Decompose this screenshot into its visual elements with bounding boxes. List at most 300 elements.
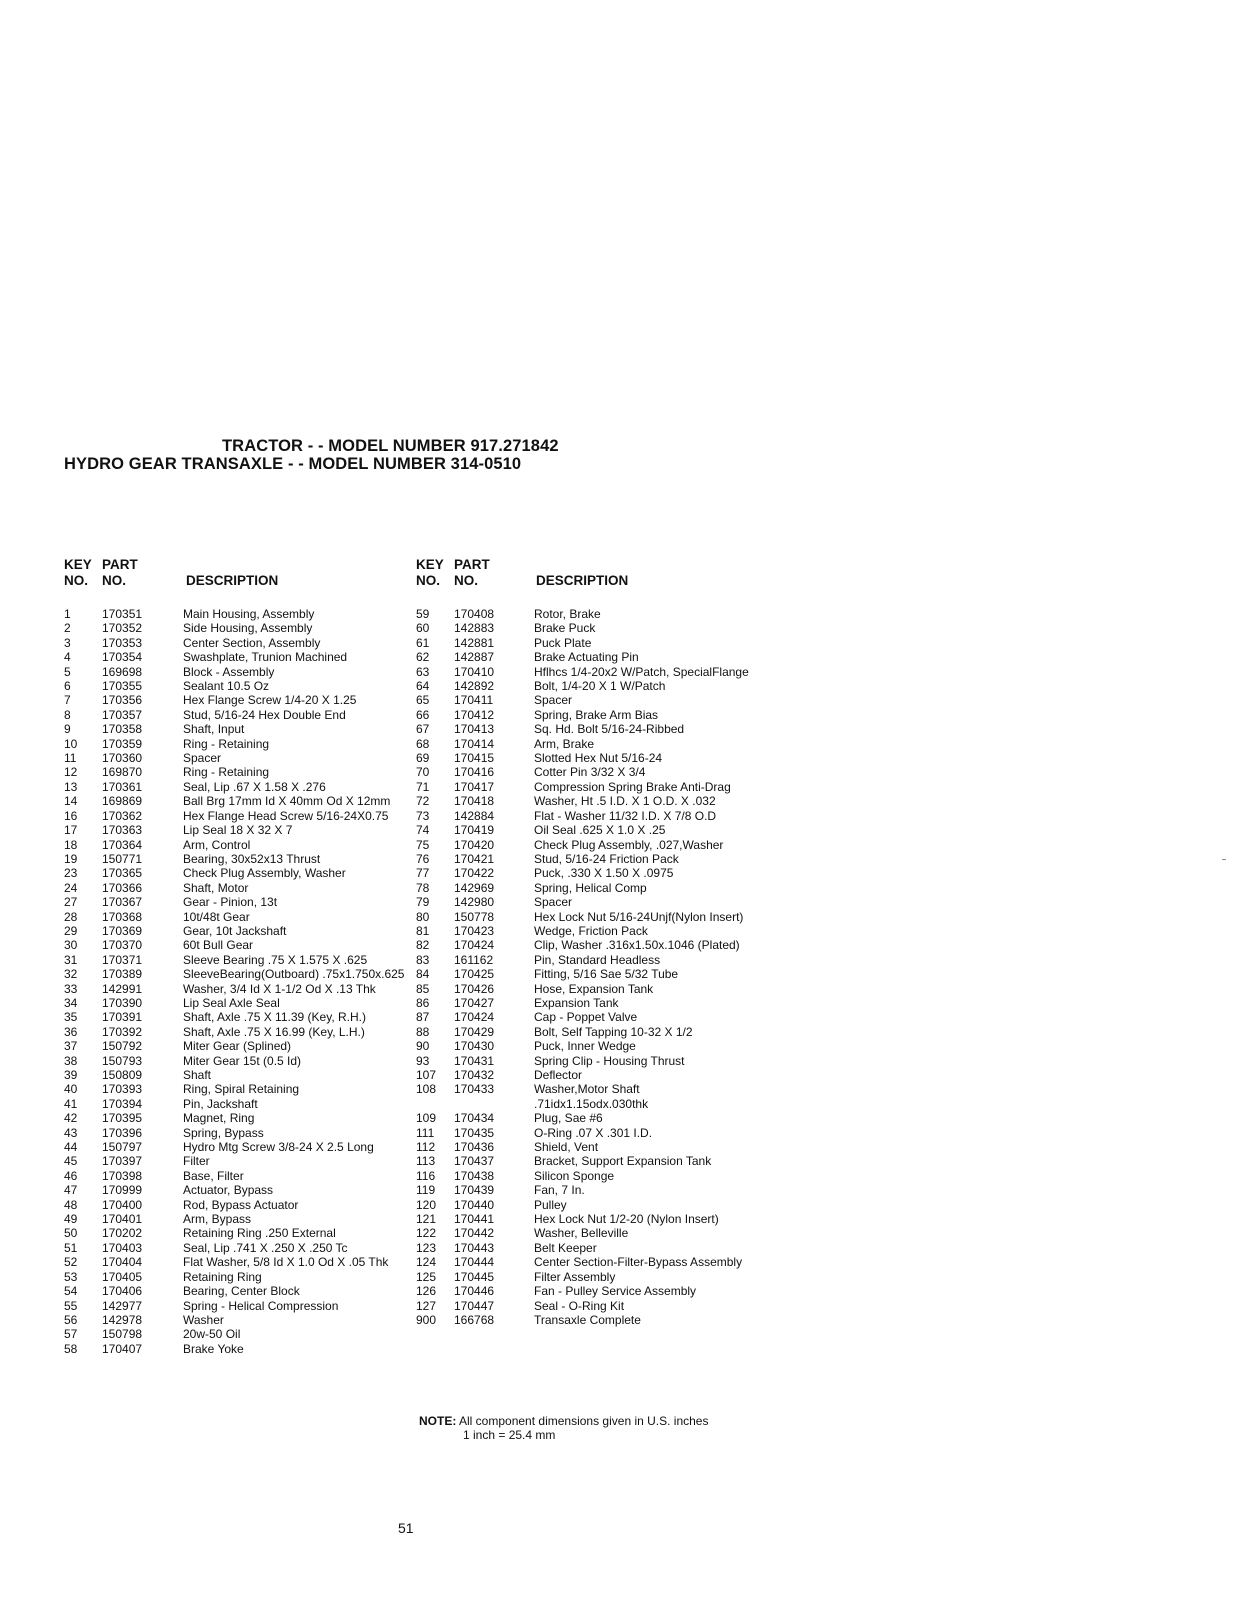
key-number: 78 [416, 880, 430, 895]
part-number: 170370 [102, 938, 143, 953]
part-description: Shaft, Motor [183, 880, 249, 895]
part-row [416, 881, 756, 895]
key-number: 51 [64, 1240, 78, 1255]
part-number: 170431 [454, 1053, 495, 1068]
part-row [416, 1068, 756, 1082]
key-number: 36 [64, 1024, 78, 1039]
part-row [64, 1097, 405, 1111]
part-row [64, 1010, 405, 1024]
part-row [64, 679, 405, 693]
part-row [416, 1154, 756, 1168]
part-description: Spacer [183, 751, 222, 766]
part-row [64, 1198, 405, 1212]
part-number: 170417 [454, 779, 495, 794]
part-number: 170440 [454, 1197, 495, 1212]
part-row [416, 1010, 756, 1024]
key-number: 47 [64, 1183, 78, 1198]
part-description: Flat - Washer 11/32 I.D. X 7/8 O.D [534, 808, 717, 823]
part-number: 170390 [102, 995, 143, 1010]
part-number: 142978 [102, 1312, 143, 1327]
key-number: 4 [64, 650, 71, 665]
part-number: 170400 [102, 1197, 143, 1212]
part-row [416, 982, 756, 996]
key-number: 41 [64, 1096, 78, 1111]
part-description: Shaft, Axle .75 X 11.39 (Key, R.H.) [183, 1010, 366, 1025]
key-number: 24 [64, 880, 78, 895]
part-number: 170361 [102, 779, 143, 794]
page-title: TRACTOR - - MODEL NUMBER 917.271842 [222, 437, 559, 455]
key-number: 116 [416, 1168, 436, 1183]
part-row [416, 996, 756, 1010]
key-number: 77 [416, 866, 430, 881]
part-number: 170368 [102, 909, 143, 924]
part-description: Shaft, Input [183, 722, 245, 737]
part-row [64, 1082, 405, 1096]
part-number: 142977 [102, 1298, 143, 1313]
part-row [416, 1284, 756, 1298]
part-number: 142884 [454, 808, 495, 823]
part-number: 170442 [454, 1226, 495, 1241]
part-description: Brake Yoke [183, 1341, 244, 1356]
part-description: Hex Flange Head Screw 5/16-24X0.75 [183, 808, 389, 823]
part-description: Base, Filter [183, 1168, 244, 1183]
part-number: 170418 [454, 794, 495, 809]
part-number: 170364 [102, 837, 143, 852]
key-number: 66 [416, 707, 430, 722]
key-number: 34 [64, 995, 78, 1010]
part-row [64, 924, 405, 938]
part-description: Washer, Ht .5 I.D. X 1 O.D. X .032 [534, 794, 716, 809]
part-number: 169870 [102, 765, 143, 780]
part-description: Seal, Lip .741 X .250 X .250 Tc [183, 1240, 348, 1255]
key-number: 900 [416, 1312, 437, 1327]
part-number: 170389 [102, 967, 143, 982]
part-description: Flat Washer, 5/8 Id X 1.0 Od X .05 Thk [183, 1255, 389, 1270]
part-row [416, 636, 756, 650]
key-number: 62 [416, 650, 430, 665]
key-number: 58 [64, 1341, 78, 1356]
parts-list-left [64, 607, 405, 1356]
part-number: 150793 [102, 1053, 143, 1068]
part-number: 150798 [102, 1327, 143, 1342]
key-number: 119 [416, 1183, 436, 1198]
part-number: 150771 [102, 851, 143, 866]
part-number: 170394 [102, 1096, 143, 1111]
part-row [64, 1313, 405, 1327]
key-number: 107 [416, 1068, 437, 1082]
key-number: 44 [64, 1140, 78, 1155]
key-number: 69 [416, 751, 430, 766]
part-description: Spring, Bypass [183, 1125, 264, 1140]
key-number: 46 [64, 1168, 78, 1183]
part-number: 170355 [102, 679, 143, 694]
key-number: 84 [416, 967, 430, 982]
part-description: Belt Keeper [534, 1240, 597, 1255]
key-number: 1 [64, 607, 71, 621]
part-number: 169869 [102, 794, 143, 809]
key-number: 2 [64, 621, 71, 636]
part-description: Hose, Expansion Tank [534, 981, 654, 996]
part-description: Filter Assembly [534, 1269, 616, 1284]
part-number: 170446 [454, 1284, 495, 1299]
key-number: 68 [416, 736, 430, 751]
part-number: 142980 [454, 895, 495, 910]
part-row [64, 1284, 405, 1298]
part-row [416, 1183, 756, 1197]
margin-mark [1222, 859, 1226, 860]
part-description: Washer [183, 1312, 224, 1327]
part-description: Pin, Standard Headless [534, 952, 661, 967]
key-number: 23 [64, 866, 78, 881]
key-number: 82 [416, 938, 430, 953]
part-row [64, 708, 405, 722]
part-description: Fan, 7 In. [534, 1183, 585, 1198]
part-description: 20w-50 Oil [183, 1327, 241, 1342]
part-number: 170363 [102, 823, 143, 838]
key-number: 27 [64, 895, 78, 910]
key-number: 73 [416, 808, 430, 823]
part-number: 150778 [454, 909, 495, 924]
part-row [416, 1226, 756, 1240]
part-description: Side Housing, Assembly [183, 621, 313, 636]
part-number: 170362 [102, 808, 143, 823]
key-number: 113 [416, 1154, 436, 1169]
part-description: Sq. Hd. Bolt 5/16-24-Ribbed [534, 722, 685, 737]
part-row [64, 737, 405, 751]
part-number: 170393 [102, 1082, 143, 1097]
part-description: Seal, Lip .67 X 1.58 X .276 [183, 779, 326, 794]
part-description: Plug, Sae #6 [534, 1111, 603, 1126]
key-number: 32 [64, 967, 78, 982]
part-number: 170437 [454, 1154, 495, 1169]
part-row [64, 1226, 405, 1240]
part-description: Retaining Ring [183, 1269, 262, 1284]
part-row [416, 967, 756, 981]
part-row [416, 809, 756, 823]
key-number: 112 [416, 1140, 436, 1155]
part-description: Hex Lock Nut 5/16-24Unjf(Nylon Insert) [534, 909, 744, 924]
part-row [416, 1255, 756, 1269]
part-number: 170401 [102, 1212, 143, 1227]
key-number: 38 [64, 1053, 78, 1068]
key-number: 70 [416, 765, 430, 780]
key-number: 17 [64, 823, 78, 838]
part-number: 170412 [454, 707, 495, 722]
part-description: Spring Clip - Housing Thrust [534, 1053, 685, 1068]
part-number: 170407 [102, 1341, 143, 1356]
part-description: Fan - Pulley Service Assembly [534, 1284, 697, 1299]
part-row [64, 794, 405, 808]
part-row [416, 693, 756, 707]
key-number: 28 [64, 909, 78, 924]
part-description: Gear, 10t Jackshaft [183, 923, 287, 938]
part-row [416, 852, 756, 866]
part-row [64, 636, 405, 650]
part-number: 170447 [454, 1298, 495, 1313]
key-number: 111 [416, 1125, 435, 1140]
note-conversion: 1 inch = 25.4 mm [463, 1428, 556, 1443]
key-number: 124 [416, 1255, 437, 1270]
part-description: Deflector [534, 1068, 583, 1082]
key-number: 61 [416, 635, 430, 650]
part-description: Cap - Poppet Valve [534, 1010, 638, 1025]
part-number: 161162 [454, 952, 494, 967]
page-number: 51 [398, 1520, 414, 1536]
part-number: 170438 [454, 1168, 495, 1183]
key-number: 56 [64, 1312, 78, 1327]
key-number: 43 [64, 1125, 78, 1140]
part-number: 170403 [102, 1240, 143, 1255]
part-number: 170353 [102, 635, 143, 650]
key-number: 11 [64, 751, 77, 766]
key-number: 35 [64, 1010, 78, 1025]
part-number: 170356 [102, 693, 143, 708]
part-row [416, 751, 756, 765]
part-number: 150792 [102, 1039, 143, 1054]
part-number: 170414 [454, 736, 495, 751]
key-number: 16 [64, 808, 78, 823]
key-number: 33 [64, 981, 78, 996]
key-number: 31 [64, 952, 78, 967]
part-row [64, 780, 405, 794]
part-description: Brake Puck [534, 621, 596, 636]
part-row [64, 809, 405, 823]
part-row [416, 1212, 756, 1226]
part-row [416, 1169, 756, 1183]
part-number: 170424 [454, 1010, 495, 1025]
header-part-no-right: PART NO. [454, 557, 490, 588]
part-number: 170396 [102, 1125, 143, 1140]
part-number: 170432 [454, 1068, 495, 1082]
part-row [416, 679, 756, 693]
part-number: 170395 [102, 1111, 143, 1126]
part-row [64, 607, 405, 621]
part-description: Retaining Ring .250 External [183, 1226, 336, 1241]
part-number: 170357 [102, 707, 143, 722]
part-description: Cotter Pin 3/32 X 3/4 [534, 765, 646, 780]
part-row [416, 1241, 756, 1255]
part-number: 170367 [102, 895, 143, 910]
part-description: Block - Assembly [183, 664, 275, 679]
part-row [64, 1241, 405, 1255]
part-row [64, 1140, 405, 1154]
key-number: 9 [64, 722, 71, 737]
part-number: 142892 [454, 679, 495, 694]
part-number: 170434 [454, 1111, 495, 1126]
part-number: 170424 [454, 938, 495, 953]
part-description: Seal - O-Ring Kit [534, 1298, 625, 1313]
part-description: Hydro Mtg Screw 3/8-24 X 2.5 Long [183, 1140, 374, 1155]
note [419, 1414, 708, 1443]
part-description: O-Ring .07 X .301 I.D. [534, 1125, 653, 1140]
key-number: 63 [416, 664, 430, 679]
part-description: Main Housing, Assembly [183, 607, 315, 621]
key-number: 6 [64, 679, 71, 694]
part-description: Bolt, 1/4-20 X 1 W/Patch [534, 679, 666, 694]
part-description: 60t Bull Gear [183, 938, 254, 953]
part-row [64, 1212, 405, 1226]
part-number: 170202 [102, 1226, 143, 1241]
part-number: 170999 [102, 1183, 143, 1198]
part-description: Ring - Retaining [183, 736, 270, 751]
key-number: 45 [64, 1154, 78, 1169]
part-row [64, 866, 405, 880]
part-number: 170406 [102, 1284, 143, 1299]
part-number: 170427 [454, 995, 495, 1010]
part-row [64, 1255, 405, 1269]
key-number: 85 [416, 981, 430, 996]
part-description: Stud, 5/16-24 Friction Pack [534, 851, 679, 866]
part-row [64, 910, 405, 924]
part-number: 142887 [454, 650, 495, 665]
key-number: 42 [64, 1111, 78, 1126]
header-description-right: DESCRIPTION [536, 573, 629, 588]
part-description: Washer,Motor Shaft .71idx1.15odx.030thk [534, 1082, 649, 1111]
part-row [416, 1270, 756, 1284]
key-number: 52 [64, 1255, 78, 1270]
part-description: Washer, 3/4 Id X 1-1/2 Od X .13 Thk [183, 981, 376, 996]
part-description: Filter [183, 1154, 210, 1169]
part-description: Stud, 5/16-24 Hex Double End [183, 707, 346, 722]
part-description: Ball Brg 17mm Id X 40mm Od X 12mm [183, 794, 391, 809]
part-description: Actuator, Bypass [183, 1183, 274, 1198]
part-row [416, 895, 756, 909]
key-number: 67 [416, 722, 430, 737]
part-number: 170415 [454, 751, 495, 766]
part-description: Clip, Washer .316x1.50x.1046 (Plated) [534, 938, 740, 953]
key-number: 126 [416, 1284, 437, 1299]
part-row [64, 1054, 405, 1068]
part-description: Transaxle Complete [534, 1312, 641, 1327]
key-number: 81 [416, 923, 430, 938]
part-description: Slotted Hex Nut 5/16-24 [534, 751, 663, 766]
part-number: 170421 [454, 851, 495, 866]
part-number: 142969 [454, 880, 495, 895]
part-row [64, 982, 405, 996]
part-row [64, 1342, 405, 1356]
part-row [416, 1025, 756, 1039]
part-row [416, 838, 756, 852]
part-number: 170430 [454, 1039, 495, 1054]
part-number: 170425 [454, 967, 495, 982]
page-subtitle: HYDRO GEAR TRANSAXLE - - MODEL NUMBER 314-0510 [64, 455, 522, 473]
part-row [416, 737, 756, 751]
header-key-no-right: KEY NO. [416, 557, 444, 588]
part-number: 170352 [102, 621, 143, 636]
part-number: 166768 [454, 1312, 495, 1327]
part-number: 170392 [102, 1024, 143, 1039]
part-description: Swashplate, Trunion Machined [183, 650, 348, 665]
part-row [416, 910, 756, 924]
part-description: Brake Actuating Pin [534, 650, 639, 665]
key-number: 19 [64, 851, 78, 866]
part-description: Hex Flange Screw 1/4-20 X 1.25 [183, 693, 357, 708]
part-number: 170426 [454, 981, 495, 996]
part-row [416, 1082, 756, 1111]
part-description: Sealant 10.5 Oz [183, 679, 270, 694]
part-number: 170439 [454, 1183, 495, 1198]
part-row [64, 1068, 405, 1082]
part-description: 10t/48t Gear [183, 909, 250, 924]
header-description: DESCRIPTION [186, 573, 279, 588]
part-number: 170366 [102, 880, 143, 895]
part-number: 170408 [454, 607, 495, 621]
part-number: 170405 [102, 1269, 143, 1284]
part-description: Check Plug Assembly, .027,Washer [534, 837, 724, 852]
part-number: 170419 [454, 823, 495, 838]
key-number: 54 [64, 1284, 78, 1299]
part-row [64, 765, 405, 779]
part-description: Center Section, Assembly [183, 635, 321, 650]
part-number: 170354 [102, 650, 143, 665]
part-row [64, 1270, 405, 1284]
key-number: 108 [416, 1082, 437, 1097]
part-row [416, 650, 756, 664]
part-row [416, 924, 756, 938]
part-row [416, 1140, 756, 1154]
part-description: Puck, .330 X 1.50 X .0975 [534, 866, 674, 881]
key-number: 123 [416, 1240, 437, 1255]
part-number: 170435 [454, 1125, 495, 1140]
part-row [64, 650, 405, 664]
part-description: Wedge, Friction Pack [534, 923, 648, 938]
part-row [64, 621, 405, 635]
part-number: 170441 [454, 1212, 495, 1227]
key-number: 72 [416, 794, 430, 809]
part-number: 170369 [102, 923, 143, 938]
key-number: 60 [416, 621, 430, 636]
part-row [416, 765, 756, 779]
part-number: 170358 [102, 722, 143, 737]
part-row [64, 1169, 405, 1183]
part-number: 170420 [454, 837, 495, 852]
key-number: 86 [416, 995, 430, 1010]
part-number: 170359 [102, 736, 143, 751]
header-key-no: KEY NO. [64, 557, 92, 588]
part-number: 170410 [454, 664, 495, 679]
part-number: 170351 [102, 607, 143, 621]
key-number: 3 [64, 635, 71, 650]
part-description: Lip Seal 18 X 32 X 7 [183, 823, 293, 838]
part-row [64, 722, 405, 736]
part-row [416, 607, 756, 621]
key-number: 120 [416, 1197, 437, 1212]
part-row [64, 751, 405, 765]
part-description: Ring, Spiral Retaining [183, 1082, 300, 1097]
part-number: 142881 [454, 635, 495, 650]
part-number: 150809 [102, 1068, 143, 1082]
part-row [64, 938, 405, 952]
key-number: 76 [416, 851, 430, 866]
key-number: 12 [64, 765, 78, 780]
key-number: 93 [416, 1053, 430, 1068]
part-number: 170397 [102, 1154, 143, 1169]
part-description: SleeveBearing(Outboard) .75x1.750x.625 [183, 967, 405, 982]
key-number: 59 [416, 607, 430, 621]
part-description: Silicon Sponge [534, 1168, 615, 1183]
key-number: 79 [416, 895, 430, 910]
note-label: NOTE: [419, 1414, 457, 1428]
header-part-no: PART NO. [102, 557, 138, 588]
key-number: 71 [416, 779, 430, 794]
key-number: 37 [64, 1039, 78, 1054]
part-description: Ring - Retaining [183, 765, 270, 780]
key-number: 10 [64, 736, 78, 751]
part-description: Compression Spring Brake Anti-Drag [534, 779, 731, 794]
part-row [64, 1025, 405, 1039]
part-row [64, 1299, 405, 1313]
part-row [64, 1039, 405, 1053]
